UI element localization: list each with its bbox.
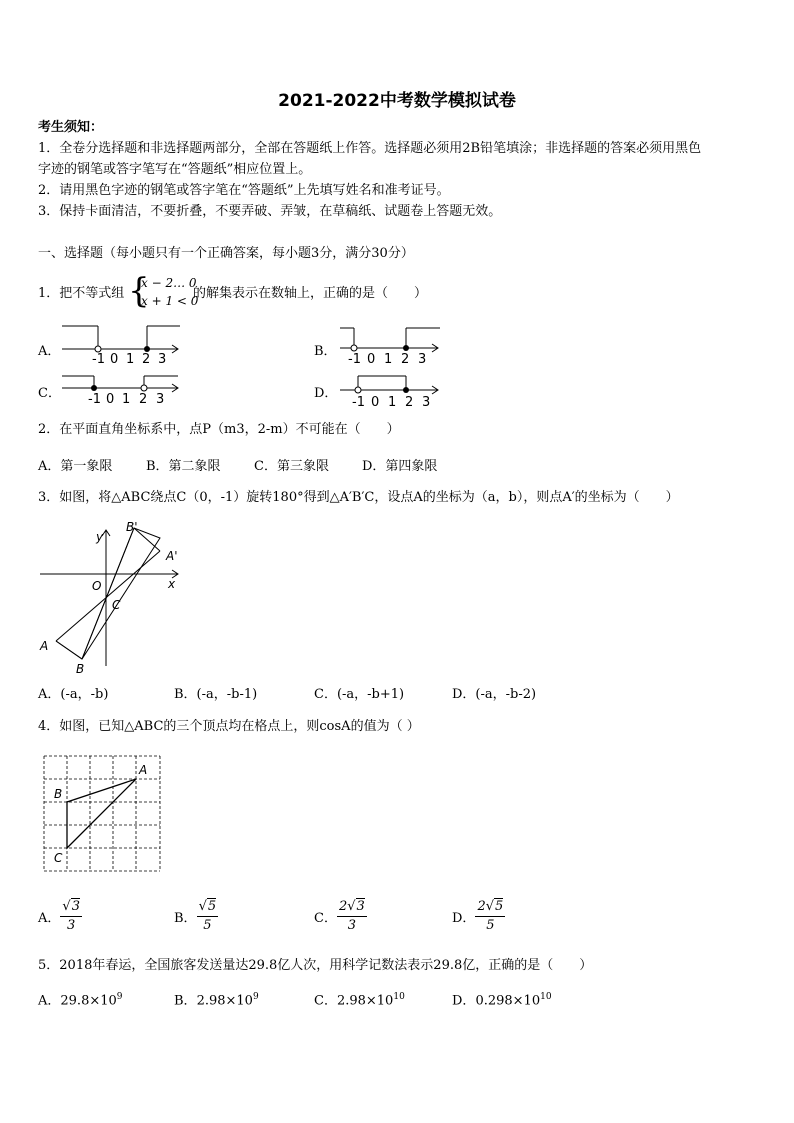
system-brace: { xyxy=(128,271,150,311)
notice-heading: 考生须知： xyxy=(38,120,104,135)
q5-option-c: C．$2.98\times 10^{10}$ xyxy=(314,992,405,1009)
number-line-a xyxy=(60,324,182,364)
vertex-b-label: B xyxy=(54,787,63,801)
point-b-prime-label: B' xyxy=(126,520,138,534)
tick-label: 0 xyxy=(106,392,115,407)
option-label: C． xyxy=(314,911,337,926)
tick-label: 3 xyxy=(418,352,427,366)
q5-option-d: D．$0.298\times 10^{10}$ xyxy=(452,992,552,1009)
tick-label: 1 xyxy=(122,392,131,407)
q2-option-c: C．第三象限 xyxy=(254,459,329,474)
q5-option-a: A．$29.8\times 10^9$ xyxy=(38,992,123,1009)
number-line-c xyxy=(60,370,182,408)
q1-option-a-label: A． xyxy=(38,344,61,359)
fraction: $\frac{2√3}{3}$ xyxy=(338,899,365,933)
q2-option-d: D．第四象限 xyxy=(362,459,438,474)
tick-label: 2 xyxy=(142,352,151,364)
q2-option-a: A．第一象限 xyxy=(38,459,113,474)
vertex-c-label: C xyxy=(54,851,63,865)
tick-label: 2 xyxy=(401,352,410,366)
number-line-d xyxy=(338,370,442,410)
q4-stem: 4．如图，已知△ABC的三个顶点均在格点上，则cosA的值为（ ） xyxy=(38,719,420,734)
tick-label: 3 xyxy=(156,392,165,407)
tick-label: 1 xyxy=(126,352,135,364)
tick-label: 2 xyxy=(139,392,148,407)
q1-option-d-label: D． xyxy=(314,386,338,401)
inequality-2: x + 1 < 0 xyxy=(141,294,199,308)
tick-label: 2 xyxy=(405,395,414,410)
page-title: 2021-2022中考数学模拟试卷 xyxy=(278,91,516,111)
q3-option-c: C．(-a，-b+1) xyxy=(314,687,405,702)
option-label: D． xyxy=(452,911,476,926)
q4-option-c xyxy=(314,898,367,935)
point-a-label: A xyxy=(40,639,49,653)
section-heading: 一、选择题（每小题只有一个正确答案，每小题3分，满分30分） xyxy=(38,246,414,261)
q3-option-b: B．(-a，-b-1) xyxy=(174,687,258,702)
q3-option-d: D．(-a，-b-2) xyxy=(452,687,537,702)
tick-label: 3 xyxy=(158,352,167,364)
notice-line-3: 2．请用黑色字迹的钢笔或答字笔在“答题纸”上先填写姓名和准考证号。 xyxy=(38,183,450,198)
point-a-prime-label: A' xyxy=(166,549,178,563)
axis-x-label: x xyxy=(168,577,176,591)
fraction: $\frac{2√5}{5}$ xyxy=(477,899,504,933)
q1-suffix: 的解集表示在数轴上，正确的是（ ） xyxy=(193,286,428,301)
inequality-system xyxy=(141,274,198,310)
tick-label: -1 xyxy=(352,395,365,410)
tick-label: 3 xyxy=(422,395,431,410)
origin-label: O xyxy=(92,579,102,593)
option-label: A． xyxy=(38,911,61,926)
number-line-b xyxy=(338,326,442,366)
option-label: B． xyxy=(174,911,197,926)
q5-stem: 5．2018年春运，全国旅客发送量达29.8亿人次，用科学记数法表示29.8亿，正确的是（ ） xyxy=(38,958,593,973)
q4-option-d xyxy=(452,898,505,935)
fraction: $\frac{√5}{5}$ xyxy=(198,899,217,933)
tick-label: 1 xyxy=(384,352,393,366)
q1-option-c-label: C． xyxy=(38,386,61,401)
tick-label: -1 xyxy=(88,392,101,407)
tick-label: 0 xyxy=(371,395,380,410)
point-c-label: C xyxy=(112,598,121,612)
q2-stem: 2．在平面直角坐标系中，点P（m3，2-m）不可能在（ ） xyxy=(38,422,400,437)
axis-y-label: y xyxy=(96,530,104,544)
q3-option-a: A．(-a，-b) xyxy=(38,687,109,702)
tick-label: -1 xyxy=(348,352,361,366)
q3-stem: 3．如图，将△ABC绕点C（0，-1）旋转180°得到△A′B′C，设点A的坐标为（a，b），则点A′的坐标为（ ） xyxy=(38,490,679,505)
rotation-figure xyxy=(36,516,186,678)
fraction: $\frac{√3}{3}$ xyxy=(62,899,80,933)
notice-line-2: 字迹的钢笔或答字笔写在“答题纸”相应位置上。 xyxy=(38,162,312,177)
inequality-1: x − 2… 0 xyxy=(141,276,197,290)
q2-option-b: B．第二象限 xyxy=(146,459,221,474)
notice-line-1: 1．全卷分选择题和非选择题两部分，全部在答题纸上作答。选择题必须用2B铅笔填涂；非选择题的答案必须用黑色 xyxy=(38,141,702,156)
tick-label: 1 xyxy=(388,395,397,410)
q4-option-b xyxy=(174,898,218,935)
q4-option-a xyxy=(38,898,82,935)
tick-label: -1 xyxy=(92,352,105,364)
q1-prefix: 1．把不等式组 xyxy=(38,286,125,301)
q5-option-b: B．$2.98\times 10^9$ xyxy=(174,992,259,1009)
q1-option-b-label: B． xyxy=(314,344,337,359)
tick-label: 0 xyxy=(110,352,119,364)
point-b-label: B xyxy=(76,662,85,676)
lattice-figure xyxy=(38,752,166,876)
notice-line-4: 3．保持卡面清洁，不要折叠，不要弄破、弄皱，在草稿纸、试题卷上答题无效。 xyxy=(38,204,502,219)
vertex-a-label: A xyxy=(139,763,148,777)
tick-label: 0 xyxy=(367,352,376,366)
